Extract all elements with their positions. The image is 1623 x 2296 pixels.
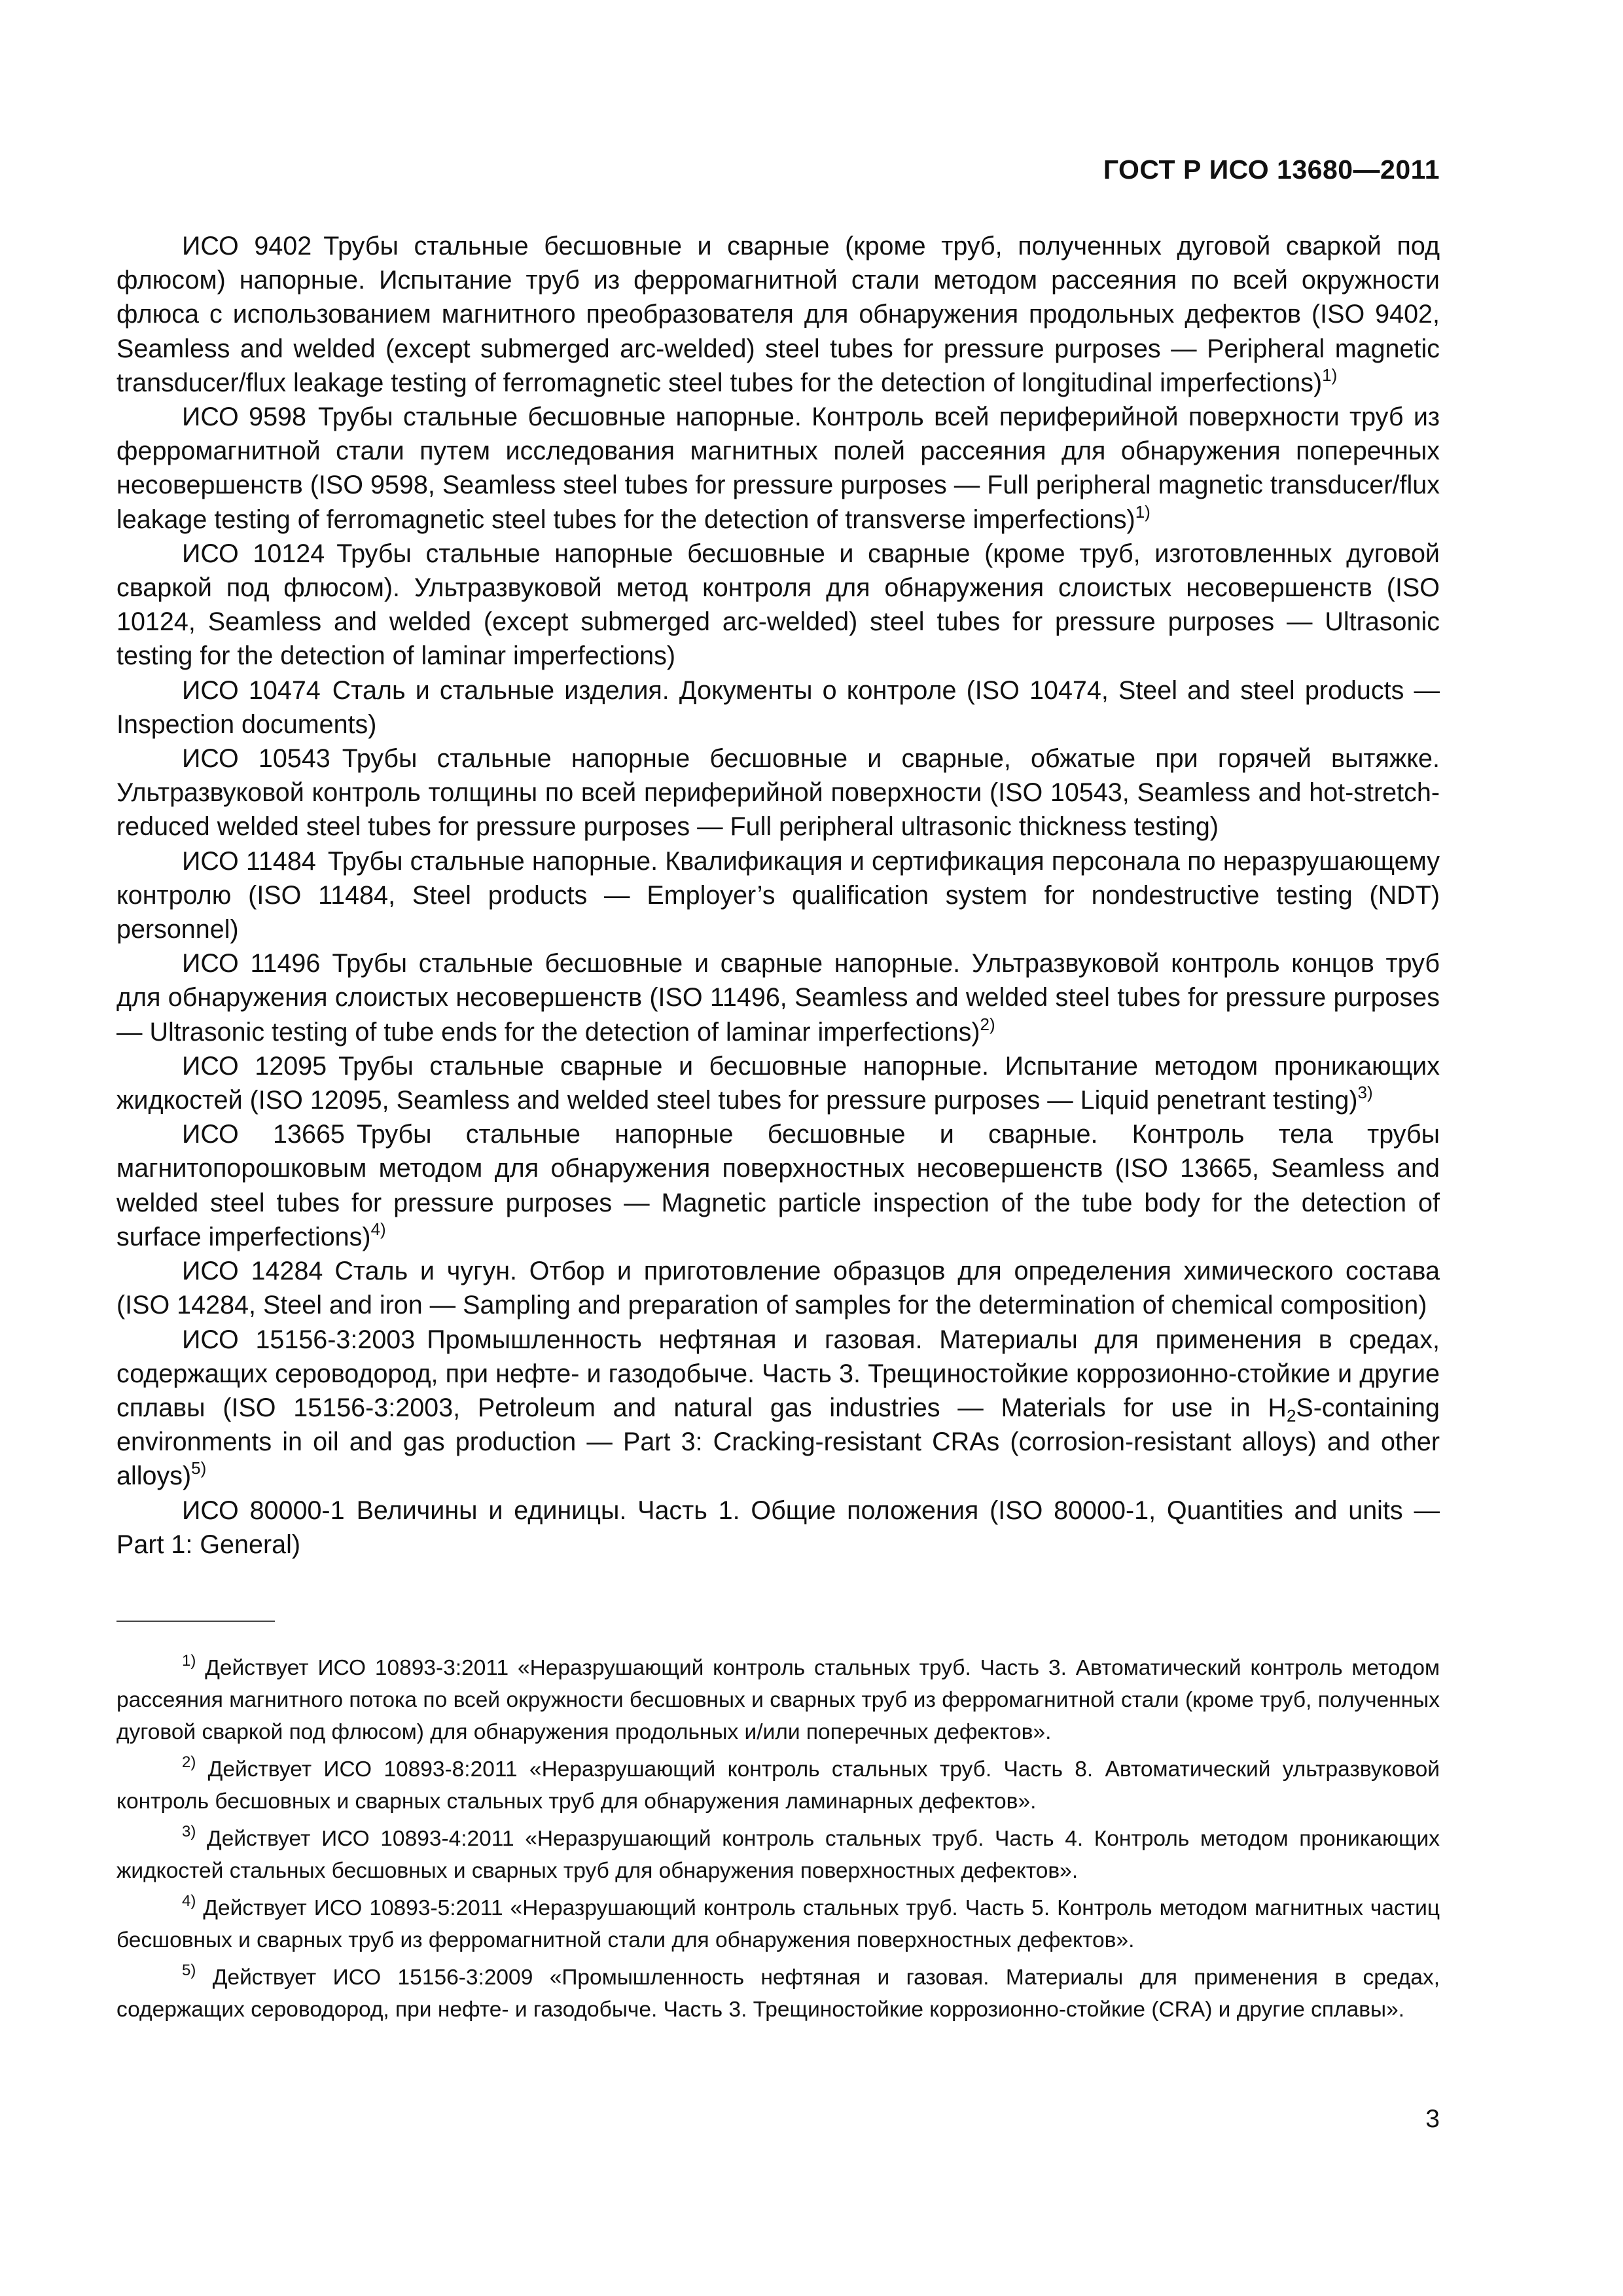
- reference-entry: [116, 1323, 1440, 1494]
- reference-code: ИСО 14284: [182, 1257, 323, 1286]
- footnote-marker: 4): [370, 1219, 386, 1239]
- reference-code: ИСО 80000-1: [182, 1496, 345, 1525]
- footnote-text: Действует ИСО 10893-5:2011 «Неразрушающий контроль стальных труб. Часть 5. Контроль методом магнитных частиц бесшовных и сварных труб из ферромагнитной стали для обнаружения поверхностных дефектов».: [116, 1896, 1440, 1952]
- reference-text: Трубы стальные напорные бесшовные и сварные (кроме труб, изготовленных дуговой сваркой под флюсом). Ультразвуковой метод контроля для обнаружения слоистых несовершенств (ISO 10124, Seamless and welded (except submerged arc-welded) steel tubes for pressure purposes — Ultrasonic testing for the detection of laminar imperfections): [116, 539, 1440, 671]
- footnote-text: Действует ИСО 10893-4:2011 «Неразрушающий контроль стальных труб. Часть 4. Контроль методом проникающих жидкостей стальных бесшовных и сварных труб для обнаружения поверхностных дефектов».: [116, 1827, 1440, 1883]
- footnote-marker: 5): [191, 1458, 207, 1479]
- footnote-marker: 3): [1357, 1083, 1373, 1103]
- reference-code: ИСО 11496: [182, 949, 321, 978]
- footnotes-list: [116, 1652, 1440, 2031]
- footnote-separator: [116, 1621, 275, 1622]
- reference-text-continued: S-containing environments in oil and gas production — Part 3: Cracking-resistant CRAs (corrosion-resistant alloys) and other alloys): [116, 1393, 1440, 1491]
- footnote-marker: 2): [980, 1014, 995, 1034]
- reference-code: ИСО 15156-3:2003: [182, 1325, 416, 1354]
- reference-code: ИСО 12095: [182, 1051, 327, 1081]
- reference-entry: [116, 844, 1440, 947]
- reference-text: Трубы стальные напорные бесшовные и сварные. Контроль тела трубы магнитопорошковым методом для обнаружения поверхностных несовершенств (ISO 13665, Seamless and welded steel tubes for pressure purposes — Magnetic particle inspection of the tube body for the detection of surface imperfections): [116, 1120, 1440, 1251]
- footnote: [116, 1823, 1440, 1887]
- footnote-mark: 3): [182, 1823, 196, 1840]
- footnote: [116, 1652, 1440, 1748]
- reference-code: ИСО 9598: [182, 403, 306, 432]
- reference-text: Трубы стальные напорные бесшовные и сварные, обжатые при горячей вытяжке. Ультразвуковой контроль толщины по всей периферийной поверхности (ISO 10543, Seamless and hot-stretch-reduced welded steel tubes for pressure purposes — Full peripheral ultrasonic thickness testing): [116, 744, 1440, 842]
- reference-text: Трубы стальные бесшовные и сварные (кроме труб, полученных дуговой сваркой под флюсом) напорные. Испытание труб из ферромагнитной стали методом рассеяния по всей окружности флюса с использованием магнитного преобразователя для обнаружения продольных дефектов (ISO 9402, Seamless and welded (except submerged arc-welded) steel tubes for pressure purposes — Peripheral magnetic transducer/flux leakage testing of ferromagnetic steel tubes for the detection of longitudinal imperfections): [116, 232, 1440, 397]
- footnote-text: Действует ИСО 10893-8:2011 «Неразрушающий контроль стальных труб. Часть 8. Автоматический ультразвуковой контроль бесшовных и сварных стальных труб для обнаружения ламинарных дефектов».: [116, 1757, 1440, 1814]
- footnote-mark: 4): [182, 1892, 196, 1910]
- footnote: [116, 1892, 1440, 1956]
- footnote-mark: 1): [182, 1652, 196, 1670]
- normative-references-list: [116, 229, 1440, 1562]
- page-number: 3: [1425, 2105, 1440, 2133]
- reference-text: Трубы стальные напорные. Квалификация и сертификация персонала по неразрушающему контролю (ISO 11484, Steel products — Employer’s qualification system for nondestructive testing (NDT) personnel): [116, 846, 1440, 944]
- reference-text: Трубы стальные бесшовные и сварные напорные. Ультразвуковой контроль концов труб для обнаружения слоистых несовершенств (ISO 11496, Seamless and welded steel tubes for pressure purposes — Ultrasonic testing of tube ends for the detection of laminar imperfections): [116, 949, 1440, 1047]
- reference-text: Сталь и стальные изделия. Документы о контроле (ISO 10474, Steel and steel products — Inspection documents): [116, 675, 1440, 739]
- reference-code: ИСО 13665: [182, 1120, 345, 1149]
- reference-entry: [116, 1117, 1440, 1254]
- reference-text: Величины и единицы. Часть 1. Общие положения (ISO 80000-1, Quantities and units — Part 1: General): [116, 1496, 1440, 1559]
- footnote: [116, 1962, 1440, 2026]
- reference-code: ИСО 10543: [182, 744, 330, 774]
- reference-entry: [116, 1049, 1440, 1117]
- footnote-mark: 2): [182, 1753, 196, 1771]
- reference-text: Трубы стальные сварные и бесшовные напорные. Испытание методом проникающих жидкостей (ISO 12095, Seamless and welded steel tubes for pressure purposes — Liquid penetrant testing): [116, 1051, 1440, 1115]
- reference-entry: [116, 400, 1440, 537]
- footnote-text: Действует ИСО 10893-3:2011 «Неразрушающий контроль стальных труб. Часть 3. Автоматический контроль методом рассеяния магнитного потока по всей окружности бесшовных и сварных труб из ферромагнитной стали (кроме труб, полученных дуговой сваркой под флюсом) для обнаружения продольных и/или поперечных дефектов».: [116, 1656, 1440, 1744]
- reference-entry: [116, 537, 1440, 673]
- reference-text: Промышленность нефтяная и газовая. Материалы для применения в средах, содержащих сероводород, при нефте- и газодобыче. Часть 3. Трещиностойкие коррозионно-стойкие и другие сплавы (ISO 15156-3:2003, Petroleum and natural gas industries — Materials for use in H: [116, 1325, 1440, 1422]
- footnote-text: Действует ИСО 15156-3:2009 «Промышленность нефтяная и газовая. Материалы для применения в средах, содержащих сероводород, при нефте- и газодобыче. Часть 3. Трещиностойкие коррозионно-стойкие (CRA) и другие сплавы».: [116, 1965, 1440, 2022]
- reference-code: ИСО 10474: [182, 675, 321, 705]
- reference-code: ИСО 10124: [182, 539, 325, 568]
- reference-entry: [116, 1494, 1440, 1562]
- reference-entry: [116, 946, 1440, 1049]
- footnote-marker: 1): [1135, 501, 1150, 522]
- reference-code: ИСО 11484: [182, 846, 316, 876]
- subscript-text: 2: [1286, 1405, 1296, 1426]
- document-header: ГОСТ Р ИСО 13680—2011: [1103, 154, 1440, 185]
- reference-entry: [116, 1254, 1440, 1322]
- footnote-marker: 1): [1322, 365, 1338, 385]
- reference-entry: [116, 229, 1440, 400]
- reference-text: Сталь и чугун. Отбор и приготовление образцов для определения химического состава (ISO 14284, Steel and iron — Sampling and preparation of samples for the determination of chemical composition): [116, 1257, 1440, 1320]
- footnote: [116, 1753, 1440, 1818]
- reference-entry: [116, 673, 1440, 742]
- reference-code: ИСО 9402: [182, 232, 312, 260]
- reference-text: Трубы стальные бесшовные напорные. Контроль всей периферийной поверхности труб из ферромагнитной стали путем исследования магнитных полей рассеяния для обнаружения поперечных несовершенств (ISO 9598, Seamless steel tubes for pressure purposes — Full peripheral magnetic transducer/flux leakage testing of ferromagnetic steel tubes for the detection of transverse imperfections): [116, 403, 1440, 534]
- footnote-mark: 5): [182, 1962, 196, 1979]
- reference-entry: [116, 742, 1440, 844]
